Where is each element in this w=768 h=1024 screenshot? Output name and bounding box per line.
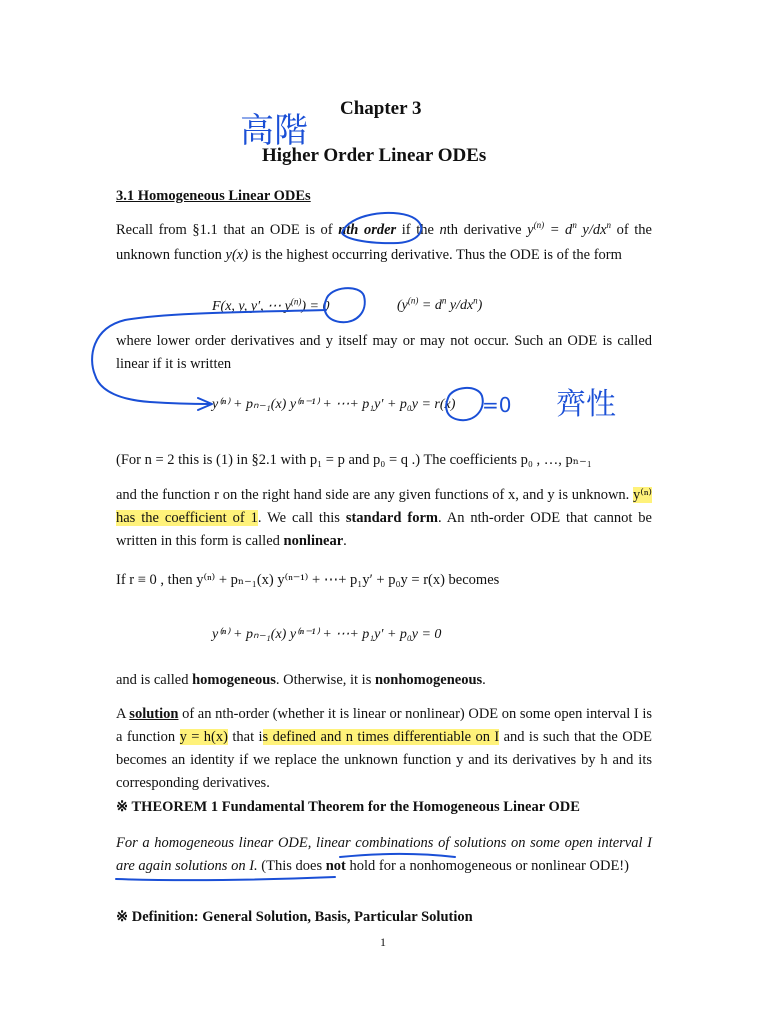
- paragraph-solution: A solution of an nth-order (whether it is linear or nonlinear) ODE on some open interval I is a function y = h(x) that is defined and n times differentiable on I and is such that the ODE becomes an identity if we replace the unknown function y and its derivatives by h and its corresponding derivatives.: [116, 706, 653, 791]
- paragraph-linear: where lower order derivatives and y itself may or may not occur. Such an ODE is called linear if it is written: [116, 333, 652, 372]
- highlight-differentiable: s defined and n times differentiable on I: [262, 729, 500, 745]
- section-heading: 3.1 Homogeneous Linear ODEs: [116, 188, 311, 204]
- theorem-heading: ※ THEOREM 1 Fundamental Theorem for the Homogeneous Linear ODE: [116, 799, 580, 815]
- paragraph-r-zero: If r ≡ 0 , then y⁽ⁿ⁾ + pₙ₋₁(x) y⁽ⁿ⁻¹⁾ + ⋯+ p₁y′ + p₀y = r(x) becomes: [116, 572, 500, 588]
- equation-general-form: F(x, y, y′, ⋯ $y^{(n)}) = 0$: [212, 296, 330, 314]
- page-title: Higher Order Linear ODEs: [262, 145, 487, 166]
- paragraph-homogeneous: and is called homogeneous. Otherwise, it is nonhomogeneous.: [116, 672, 486, 688]
- handwritten-chinese-higher-order: 高階: [240, 111, 308, 151]
- page-number: 1: [380, 935, 386, 949]
- theorem-statement: For a homogeneous linear ODE, linear combinations of solutions on some open interval I are again solutions on I. (This does not hold for a nonhomogeneous or nonlinear ODE!): [116, 835, 652, 874]
- chapter-heading: Chapter 3: [340, 98, 422, 119]
- highlight-coefficient: y⁽ⁿ⁾ has the coefficient of 1: [116, 487, 652, 526]
- handwritten-equals-zero: =0: [482, 393, 512, 417]
- paragraph-nth-order: Recall from §1.1 that an ODE is of nth order if the nth derivative $y^{(n)} = d^n$ $y/dx^n$ of the unknown function y(x) is the highest occurring derivative. Thus the ODE is of the form: [116, 220, 652, 263]
- equation-homogeneous: y⁽ⁿ⁾ + pₙ₋₁(x) y⁽ⁿ⁻¹⁾ + ⋯+ p₁y′ + p₀y = 0: [212, 627, 442, 642]
- handwritten-chinese-homogeneous: 齊性: [556, 387, 616, 422]
- equation-derivative-def: ($y^{(n)} = d^n$ $y/dx^n$): [397, 295, 483, 313]
- definition-heading: ※ Definition: General Solution, Basis, Particular Solution: [116, 909, 473, 925]
- circle-zero-mark: [325, 288, 365, 322]
- highlight-function: y = h(x): [179, 729, 228, 745]
- paragraph-standard-form: and the function r on the right hand side are any given functions of x, and y is unknown. y⁽ⁿ⁾ has the coefficient of 1. We call this standard form. An nth-order ODE that cannot be written in this form is called nonlinear.: [116, 487, 652, 549]
- paragraph-coefficients: (For n = 2 this is (1) in §2.1 with p₁ = p and p₀ = q .) The coefficients p₀ , …, pₙ₋₁: [116, 452, 592, 468]
- equation-linear-ode: y⁽ⁿ⁾ + pₙ₋₁(x) y⁽ⁿ⁻¹⁾ + ⋯+ p₁y′ + p₀y = r(x): [212, 397, 456, 412]
